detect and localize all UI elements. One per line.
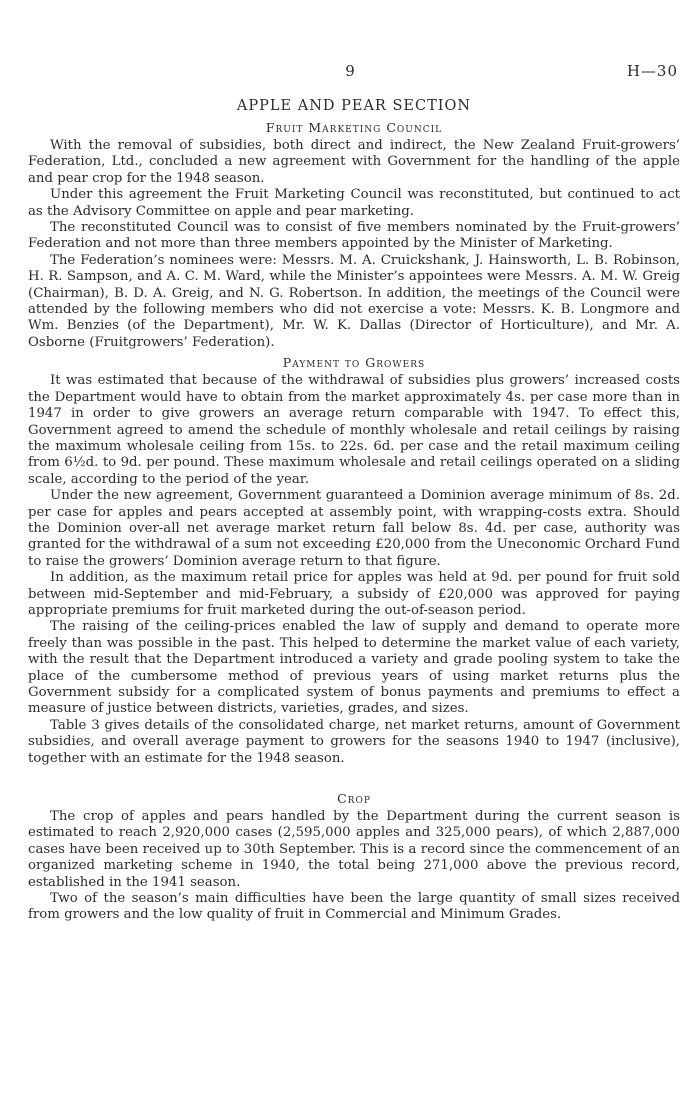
heading-fruit-marketing-council: Fruit Marketing Council [265, 120, 443, 135]
heading-crop: Crop [337, 791, 371, 807]
paragraph: Table 3 gives details of the consolidated charge, net market returns, amount of Government subsidies, and overall average payment to growers for the seasons 1940 to 1947 (inclusive), together with an estimate for the 1948 season. [28, 717, 680, 766]
page-number: 9 [345, 62, 355, 80]
heading-payment-to-growers: Payment to Growers [282, 355, 426, 371]
paragraph: Under the new agreement, Government guaranteed a Dominion average minimum of 8s. 2d. per case for apples and pears accepted at assembly point, with wrapping-costs extra. Should the Dominion over-all net average market return fall below 8s. 4d. per case, authority was granted for the withdrawal of a sum not exceeding £20,000 from the Uneconomic Orchard Fund to raise the growers’ Dominion average return to that figure. [28, 488, 680, 569]
paragraph: The crop of apples and pears handled by the Department during the current season is estimated to reach 2,920,000 cases (2,595,000 apples and 325,000 pears), of which 2,887,000 cases have been received up to 30th September. This is a record since the commencement of an organized marketing scheme in 1940, the total being 271,000 above the previous record, established in the 1941 season. [28, 809, 680, 890]
paragraph: The Federation’s nominees were: Messrs. M. A. Cruickshank, J. Hainsworth, L. B. Robinson, H. R. Sampson, and A. C. M. Ward, while the Minister’s appointees were Messrs. A. M. W. Greig (Chairman), B. D. A. Greig, and N. G. Robertson. In addition, the meetings of the Council were attended by the following members who did not exercise a vote: Messrs. K. B. Longmore and Wm. Benzies (of the Department), Mr. W. K. Dallas (Director of Horticulture), and Mr. A. Osborne (Fruitgrowers’ Federation). [28, 252, 680, 350]
paragraph: Under this agreement the Fruit Marketing Council was reconstituted, but continued to act as the Advisory Committee on apple and pear marketing. [28, 187, 680, 219]
paragraph: It was estimated that because of the withdrawal of subsidies plus growers’ increased costs the Department would have to obtain from the market approximately 4s. per case more than in 1947 in order to give growers an average return comparable with 1947. To effect this, Government agreed to amend the schedule of monthly wholesale and retail ceilings by raising the maximum wholesale ceiling from 15s. to 22s. 6d. per case and the retail maximum ceiling from 6½d. to 9d. per pound. These maximum wholesale and retail ceilings operated on a sliding scale, according to the period of the year. [28, 373, 680, 487]
paragraph: With the removal of subsidies, both direct and indirect, the New Zealand Fruit-growers’ Federation, Ltd., concluded a new agreement with Government for the handling of the apple and pear crop for the 1948 season. [28, 138, 680, 186]
document-body [28, 98, 680, 924]
paragraph: In addition, as the maximum retail price for apples was held at 9d. per pound for fruit sold between mid-September and mid-February, a subsidy of £20,000 was approved for paying appropriate premiums for fruit marketed during the out-of-season period. [28, 570, 680, 618]
section-title: APPLE AND PEAR SECTION [236, 98, 472, 114]
paragraph: Two of the season’s main difficulties have been the large quantity of small sizes received from growers and the low quality of fruit in Commercial and Minimum Grades. [28, 891, 680, 923]
paragraph: The raising of the ceiling-prices enabled the law of supply and demand to operate more freely than was possible in the past. This helped to determine the market value of each variety, with the result that the Department introduced a variety and grade pooling system to take the place of the cumbersome method of previous years of using market returns plus the Government subsidy for a complicated system of bonus payments and premiums to effect a measure of justice between districts, varieties, grades, and sizes. [28, 619, 680, 717]
paragraph: The reconstituted Council was to consist of five members nominated by the Fruit-growers’ Federation and not more than three members appointed by the Minister of Marketing. [28, 220, 680, 252]
page-reference: H—30 [626, 62, 678, 80]
